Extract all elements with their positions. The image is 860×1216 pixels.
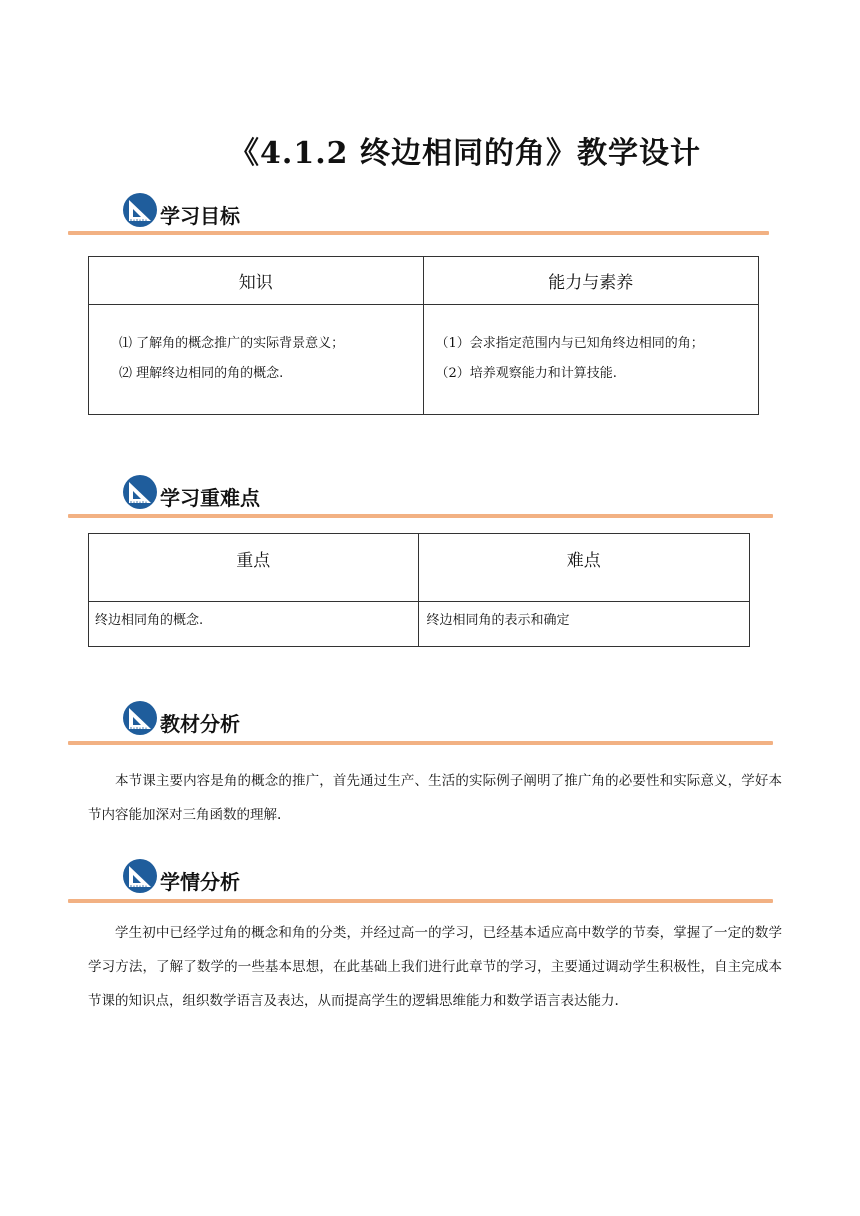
- section-divider: [68, 899, 773, 903]
- goals-header-ability: 能力与素养: [423, 257, 759, 305]
- set-square-icon: [122, 474, 158, 510]
- section-goals-heading: [0, 192, 860, 242]
- keypoints-difficult-cell: [418, 602, 750, 647]
- document-title: 《4.1.2 终边相同的角》教学设计: [229, 136, 701, 171]
- section-learners-title: 学情分析: [160, 870, 240, 894]
- section-divider: [68, 514, 773, 518]
- keypoints-table: [88, 533, 750, 647]
- knowledge-item: ⑵ 理解终边相同的角的概念.: [119, 366, 284, 381]
- learners-paragraph: 学生初中已经学过角的概念和角的分类，并经过高一的学习，已经基本适应高中数学的节奏，掌握了一定的数学学习方法，了解了数学的一些基本思想，在此基础上我们进行此章节的学习，主要通过调动学生积极性，自主完成本节课的知识点，组织数学语言及表达，从而提高学生的逻辑思维能力和数学语言表达能力.: [88, 925, 782, 1009]
- keypoints-key-cell: [89, 602, 419, 647]
- goals-header-knowledge: 知识: [89, 257, 424, 305]
- difficult-point-text: 终边相同角的表示和确定: [426, 613, 570, 628]
- knowledge-item: ⑴ 了解角的概念推广的实际背景意义；: [119, 336, 345, 351]
- section-learners-heading: [0, 858, 860, 908]
- section-divider: [68, 741, 773, 745]
- goals-ability-cell: [423, 305, 759, 415]
- keypoints-header-key: 重点: [89, 534, 419, 602]
- material-paragraph: 本节课主要内容是角的概念的推广，首先通过生产、生活的实际例子阐明了推广角的必要性和实际意义，学好本节内容能加深对三角函数的理解.: [88, 773, 782, 823]
- section-goals-title: 学习目标: [160, 204, 240, 228]
- set-square-icon: [122, 700, 158, 736]
- set-square-icon: [122, 858, 158, 894]
- section-divider: [68, 231, 769, 235]
- section-material-heading: [0, 700, 860, 750]
- key-point-text: 终边相同角的概念.: [95, 613, 204, 628]
- section-keypoints-title: 学习重难点: [160, 486, 260, 510]
- set-square-icon: [122, 192, 158, 228]
- section-material-title: 教材分析: [160, 712, 240, 736]
- ability-item: （1）会求指定范围内与已知角终边相同的角；: [435, 336, 704, 351]
- goals-knowledge-cell: [89, 305, 424, 415]
- goals-table: [88, 256, 759, 415]
- keypoints-header-difficult: 难点: [418, 534, 750, 602]
- section-keypoints-heading: [0, 474, 860, 524]
- ability-item: （2）培养观察能力和计算技能.: [435, 366, 617, 381]
